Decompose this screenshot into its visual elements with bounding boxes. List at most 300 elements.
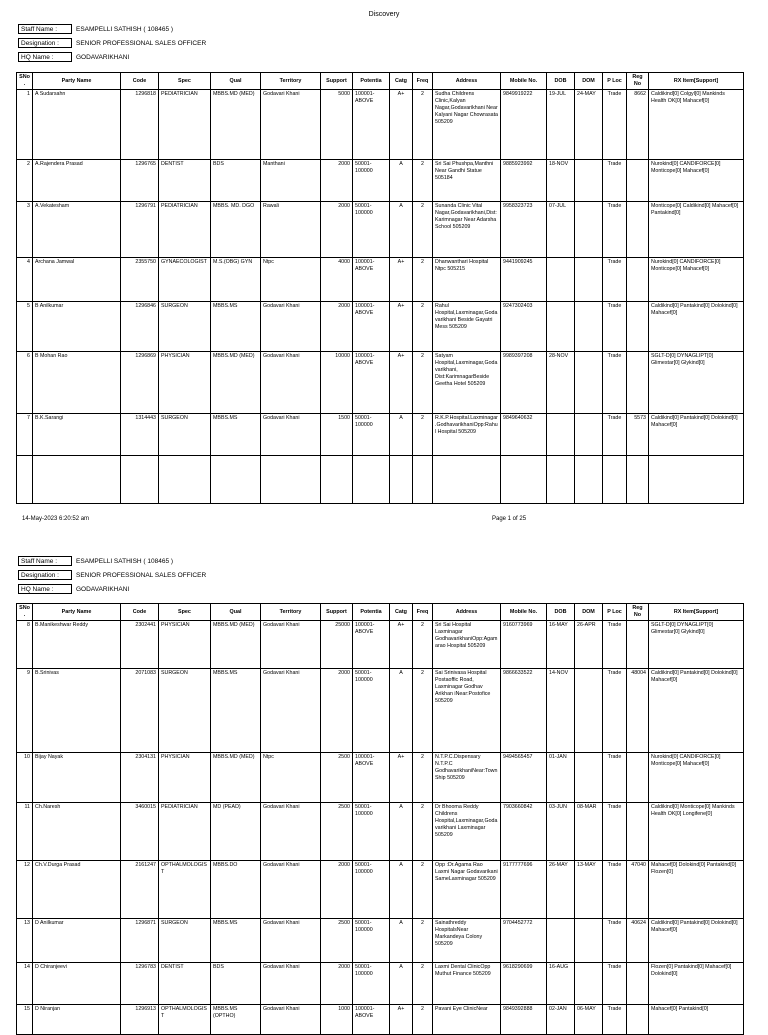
category-cell: A	[390, 669, 413, 753]
table-row	[17, 90, 744, 160]
dom-cell	[575, 963, 603, 1005]
qual-cell: MBBS.MD (MED)	[211, 90, 261, 160]
mobile-cell: 9849919222	[501, 90, 547, 160]
rx-item-cell: Nurokind[0] CANDIFORCE[0] Monticope[0] Mahacef[0]	[649, 753, 744, 803]
place-location-cell: Trade	[603, 669, 627, 753]
qual-cell: MBBS.MD (MED)	[211, 753, 261, 803]
mobile-cell: 9849392888	[501, 1005, 547, 1035]
dob-cell: 02-JAN	[547, 1005, 575, 1035]
frequency-cell: 2	[413, 861, 433, 919]
rx-item-cell: SGLT-D[0] DYNAGLIPT[0] Glimestar[0] Glykind[0]	[649, 352, 744, 414]
qual-cell: MBBS.MS	[211, 669, 261, 753]
code-cell: 1296818	[121, 90, 159, 160]
column-header: Territory	[261, 73, 321, 90]
place-location-cell: Trade	[603, 861, 627, 919]
empty-cell	[121, 456, 159, 504]
column-header: P Loc	[603, 604, 627, 621]
column-header: Reg No	[627, 604, 649, 621]
frequency-cell: 2	[413, 258, 433, 302]
empty-cell	[321, 456, 353, 504]
column-header: Mobile No.	[501, 604, 547, 621]
table-row	[17, 414, 744, 456]
empty-cell	[390, 456, 413, 504]
qual-cell: MD (PEAD)	[211, 803, 261, 861]
spec-cell: SURGEON	[159, 414, 211, 456]
column-header: SNo.	[17, 604, 33, 621]
support-cell: 2000	[321, 202, 353, 258]
support-cell: 2500	[321, 919, 353, 963]
rx-item-cell: Caldikind[0] Colgyl[0] Mankinds Health OK[0] Mahacef[0]	[649, 90, 744, 160]
column-header: Freq	[413, 73, 433, 90]
category-cell: A	[390, 963, 413, 1005]
code-cell: 3460015	[121, 803, 159, 861]
territory-cell: Godavari Khani	[261, 414, 321, 456]
reg-no-cell	[627, 803, 649, 861]
table-row	[17, 963, 744, 1005]
category-cell: A	[390, 414, 413, 456]
frequency-cell: 2	[413, 414, 433, 456]
hq-name-row-2	[18, 584, 129, 594]
code-cell: 1296846	[121, 302, 159, 352]
empty-cell	[575, 456, 603, 504]
table-row	[17, 258, 744, 302]
column-header: RX Item[Support]	[649, 73, 744, 90]
rx-item-cell: Caldikind[0] Pantakind[0] Dolokind[0] Mahacef[0]	[649, 669, 744, 753]
mobile-cell: 9618290699	[501, 963, 547, 1005]
dom-cell	[575, 919, 603, 963]
column-header: Mobile No.	[501, 73, 547, 90]
party-name-cell: A.Rajendera Prasad	[33, 160, 121, 202]
potential-cell: 100001-ABOVE	[353, 90, 390, 160]
dob-cell: 07-JUL	[547, 202, 575, 258]
column-header: Party Name	[33, 73, 121, 90]
qual-cell: MBBS.DO	[211, 861, 261, 919]
dob-cell: 19-JUL	[547, 90, 575, 160]
dob-cell: 01-JAN	[547, 753, 575, 803]
column-header: P Loc	[603, 73, 627, 90]
territory-cell: Godavari Khani	[261, 669, 321, 753]
table-row	[17, 753, 744, 803]
rx-item-cell: Nurokind[0] CANDIFORCE[0] Monticope[0] Mahacef[0]	[649, 258, 744, 302]
designation-label: Designation :	[18, 570, 72, 580]
mobile-cell: 9849640632	[501, 414, 547, 456]
dom-cell	[575, 160, 603, 202]
potential-cell: 50001-100000	[353, 861, 390, 919]
hq-name-label: HQ Name :	[18, 584, 72, 594]
support-cell: 4000	[321, 258, 353, 302]
frequency-cell: 2	[413, 803, 433, 861]
territory-cell: Godavari Khani	[261, 352, 321, 414]
territory-cell: Godavari Khani	[261, 919, 321, 963]
party-name-cell: Bijay Nayak	[33, 753, 121, 803]
territory-cell: Rawali	[261, 202, 321, 258]
footer-timestamp: 14-May-2023 6:20:52 am	[22, 516, 90, 522]
reg-no-cell	[627, 963, 649, 1005]
dob-cell	[547, 919, 575, 963]
frequency-cell: 2	[413, 202, 433, 258]
dob-cell: 03-JUN	[547, 803, 575, 861]
table-row	[17, 803, 744, 861]
code-cell: 1296913	[121, 1005, 159, 1035]
table-row	[17, 352, 744, 414]
frequency-cell: 2	[413, 90, 433, 160]
column-header: Qual	[211, 73, 261, 90]
party-name-cell: B Mohan Rao	[33, 352, 121, 414]
code-cell: 1296765	[121, 160, 159, 202]
table-row	[17, 919, 744, 963]
frequency-cell: 2	[413, 621, 433, 669]
support-cell: 1500	[321, 414, 353, 456]
column-header: Potentia	[353, 604, 390, 621]
qual-cell: MBBS.MS	[211, 919, 261, 963]
code-cell: 2071083	[121, 669, 159, 753]
dom-cell: 08-MAR	[575, 803, 603, 861]
reg-no-cell: 47040	[627, 861, 649, 919]
dom-cell	[575, 352, 603, 414]
column-header: Catg	[390, 73, 413, 90]
category-cell: A	[390, 861, 413, 919]
column-header: Address	[433, 604, 501, 621]
rx-item-cell: Caldikind[0] Pantakind[0] Dolokind[0] Mahacef[0]	[649, 302, 744, 352]
column-header: Spec	[159, 73, 211, 90]
potential-cell: 100001-ABOVE	[353, 352, 390, 414]
empty-cell	[353, 456, 390, 504]
frequency-cell: 2	[413, 753, 433, 803]
support-cell: 2000	[321, 963, 353, 1005]
category-cell: A	[390, 803, 413, 861]
frequency-cell: 2	[413, 160, 433, 202]
dob-cell	[547, 258, 575, 302]
category-cell: A+	[390, 302, 413, 352]
column-header: Party Name	[33, 604, 121, 621]
table-row	[17, 621, 744, 669]
dob-cell	[547, 302, 575, 352]
empty-cell	[501, 456, 547, 504]
code-cell: 2302441	[121, 621, 159, 669]
support-cell: 5000	[321, 90, 353, 160]
place-location-cell: Trade	[603, 352, 627, 414]
sno-cell: 9	[17, 669, 33, 753]
table-row	[17, 669, 744, 753]
address-cell: Sunanda Clinic Vital Nagar,Godavarikhani,Dist:Karimnagar Near Adarsha School 505209	[433, 202, 501, 258]
qual-cell: MBBS. MD. DGO	[211, 202, 261, 258]
dom-cell	[575, 669, 603, 753]
dom-cell: 13-MAY	[575, 861, 603, 919]
mobile-cell: 9441909245	[501, 258, 547, 302]
category-cell: A+	[390, 352, 413, 414]
sno-cell: 1	[17, 90, 33, 160]
frequency-cell: 2	[413, 669, 433, 753]
potential-cell: 50001-100000	[353, 963, 390, 1005]
sno-cell: 4	[17, 258, 33, 302]
staff-name-label: Staff Name :	[18, 24, 72, 34]
category-cell: A	[390, 202, 413, 258]
rx-item-cell: Monticope[0] Caldikind[0] Mahacef[0] Pantakind[0]	[649, 202, 744, 258]
rx-item-cell: Mahacef[0] Dolokind[0] Pantakind[0] Flozen[0]	[649, 861, 744, 919]
empty-cell	[33, 456, 121, 504]
dom-cell: 06-MAY	[575, 1005, 603, 1035]
place-location-cell: Trade	[603, 753, 627, 803]
category-cell: A+	[390, 90, 413, 160]
party-name-cell: D Chiranjeevi	[33, 963, 121, 1005]
place-location-cell: Trade	[603, 160, 627, 202]
code-cell: 2304131	[121, 753, 159, 803]
qual-cell: BDS	[211, 963, 261, 1005]
place-location-cell: Trade	[603, 258, 627, 302]
frequency-cell: 2	[413, 919, 433, 963]
table-row	[17, 861, 744, 919]
mobile-cell: 9247302403	[501, 302, 547, 352]
column-header: Support	[321, 604, 353, 621]
place-location-cell: Trade	[603, 963, 627, 1005]
code-cell: 1296791	[121, 202, 159, 258]
reg-no-cell: 40624	[627, 919, 649, 963]
column-header: DOM	[575, 604, 603, 621]
place-location-cell: Trade	[603, 302, 627, 352]
mobile-cell: 9704452772	[501, 919, 547, 963]
rx-item-cell: Nurokind[0] CANDIFORCE[0] Monticope[0] Mahacef[0]	[649, 160, 744, 202]
dom-cell	[575, 753, 603, 803]
column-header: Reg No	[627, 73, 649, 90]
rx-item-cell: Caldikind[0] Pantakind[0] Dolokind[0] Mahacef[0]	[649, 414, 744, 456]
address-cell: Pavani Eye ClinicNear	[433, 1005, 501, 1035]
reg-no-cell: 5573	[627, 414, 649, 456]
empty-cell	[413, 456, 433, 504]
potential-cell: 50001-100000	[353, 202, 390, 258]
territory-cell: Godavari Khani	[261, 1005, 321, 1035]
spec-cell: DENTIST	[159, 963, 211, 1005]
support-cell: 2000	[321, 160, 353, 202]
support-cell: 25000	[321, 621, 353, 669]
rx-item-cell: Caldikind[0] Monticope[0] Mankinds Health OK[0] Longifene[0]	[649, 803, 744, 861]
party-name-cell: Ch.V.Durga Prasad	[33, 861, 121, 919]
address-cell: Sri Sai Phushpa,Manthni Near Gandhi Statue 505184	[433, 160, 501, 202]
designation-row	[18, 38, 206, 48]
table-header-row	[17, 73, 744, 90]
support-cell: 2000	[321, 669, 353, 753]
designation-value: SENIOR PROFESSIONAL SALES OFFICER	[76, 39, 207, 47]
dom-cell: 24-MAY	[575, 90, 603, 160]
column-header: Qual	[211, 604, 261, 621]
dom-cell	[575, 302, 603, 352]
sno-cell: 3	[17, 202, 33, 258]
table-row	[17, 302, 744, 352]
territory-cell: Manthani	[261, 160, 321, 202]
address-cell: R.K.P.Hospital.Laxminagar.GodhavarikhaniOpp:Rahul Hospital 505209	[433, 414, 501, 456]
place-location-cell: Trade	[603, 90, 627, 160]
place-location-cell: Trade	[603, 803, 627, 861]
category-cell: A	[390, 160, 413, 202]
territory-cell: Godavari Khani	[261, 803, 321, 861]
place-location-cell: Trade	[603, 414, 627, 456]
party-name-cell: B.Srinivas	[33, 669, 121, 753]
sno-cell: 15	[17, 1005, 33, 1035]
address-cell: Sai Srinivasa Hospital Postaoffic Road, Laxminagar Godhav Arikhan iNear:Postofice 505209	[433, 669, 501, 753]
place-location-cell: Trade	[603, 919, 627, 963]
code-cell: 1296871	[121, 919, 159, 963]
designation-row-2	[18, 570, 206, 580]
potential-cell: 50001-100000	[353, 669, 390, 753]
dob-cell: 16-MAY	[547, 621, 575, 669]
place-location-cell: Trade	[603, 621, 627, 669]
hq-name-value: GODAVARIKHANI	[76, 53, 130, 61]
sno-cell: 10	[17, 753, 33, 803]
address-cell: Sri Sai Hospital Laxminagar GodhavarikhaniOpp:Agamarao Hospital 505209	[433, 621, 501, 669]
reg-no-cell	[627, 1005, 649, 1035]
category-cell: A+	[390, 1005, 413, 1035]
qual-cell: MBBS.MD (MED)	[211, 621, 261, 669]
spec-cell: SURGEON	[159, 302, 211, 352]
potential-cell: 100001-ABOVE	[353, 1005, 390, 1035]
frequency-cell: 2	[413, 302, 433, 352]
frequency-cell: 2	[413, 352, 433, 414]
mobile-cell: 7903660842	[501, 803, 547, 861]
mobile-cell: 9885923992	[501, 160, 547, 202]
sno-cell: 13	[17, 919, 33, 963]
sno-cell: 6	[17, 352, 33, 414]
potential-cell: 100001-ABOVE	[353, 621, 390, 669]
hq-name-label: HQ Name :	[18, 52, 72, 62]
qual-cell: MBBS.MS	[211, 414, 261, 456]
reg-no-cell	[627, 352, 649, 414]
territory-cell: Godavari Khani	[261, 621, 321, 669]
spec-cell: GYNAECOLOGIST	[159, 258, 211, 302]
empty-cell	[433, 456, 501, 504]
column-header: Code	[121, 73, 159, 90]
potential-cell: 50001-100000	[353, 414, 390, 456]
sno-cell: 11	[17, 803, 33, 861]
rx-item-cell: SGLT-D[0] DYNAGLIPT[0] Glimestar[0] Glykind[0]	[649, 621, 744, 669]
hq-name-value: GODAVARIKHANI	[76, 585, 130, 593]
category-cell: A+	[390, 258, 413, 302]
mobile-cell: 9494565457	[501, 753, 547, 803]
spec-cell: PEDIATRICIAN	[159, 202, 211, 258]
staff-name-label: Staff Name :	[18, 556, 72, 566]
reg-no-cell	[627, 258, 649, 302]
reg-no-cell: 48004	[627, 669, 649, 753]
reg-no-cell	[627, 160, 649, 202]
dob-cell	[547, 414, 575, 456]
party-name-cell: B.Manikeshwar Reddy	[33, 621, 121, 669]
staff-name-value: ESAMPELLI SATHISH ( 108465 )	[76, 25, 174, 33]
support-cell: 2000	[321, 861, 353, 919]
support-cell: 10000	[321, 352, 353, 414]
spec-cell: DENTIST	[159, 160, 211, 202]
party-name-cell: D Anilkumar	[33, 919, 121, 963]
address-cell: Sainathreddy HospitalsNear Markandeya Colony 505209	[433, 919, 501, 963]
territory-cell: Ntpc	[261, 258, 321, 302]
potential-cell: 100001-ABOVE	[353, 302, 390, 352]
spec-cell: PHYSICIAN	[159, 753, 211, 803]
spec-cell: PHYSICIAN	[159, 621, 211, 669]
qual-cell: MBBS.MS (OPTHO)	[211, 1005, 261, 1035]
dom-cell	[575, 258, 603, 302]
frequency-cell: 2	[413, 1005, 433, 1035]
table-row	[17, 1005, 744, 1035]
spec-cell: PEDIATRICIAN	[159, 803, 211, 861]
party-name-cell: B Anilkumar	[33, 302, 121, 352]
address-cell: Laxmi Dental ClinicOpp Muthut Finance 505209	[433, 963, 501, 1005]
potential-cell: 50001-100000	[353, 160, 390, 202]
column-header: Freq	[413, 604, 433, 621]
place-location-cell: Trade	[603, 202, 627, 258]
column-header: Support	[321, 73, 353, 90]
address-cell: N.T.P.C.Dispensary N.T.P.C GodhavarikhaniNear:Town Ship 505209	[433, 753, 501, 803]
sno-cell: 12	[17, 861, 33, 919]
table-row	[17, 160, 744, 202]
potential-cell: 100001-ABOVE	[353, 258, 390, 302]
empty-cell	[159, 456, 211, 504]
support-cell: 2500	[321, 803, 353, 861]
code-cell: 1314443	[121, 414, 159, 456]
reg-no-cell	[627, 753, 649, 803]
column-header: Territory	[261, 604, 321, 621]
column-header: Potentia	[353, 73, 390, 90]
designation-label: Designation :	[18, 38, 72, 48]
dom-cell	[575, 202, 603, 258]
qual-cell: MBBS.MD (MED)	[211, 352, 261, 414]
reg-no-cell	[627, 621, 649, 669]
support-cell: 2500	[321, 753, 353, 803]
staff-name-row-2	[18, 556, 173, 566]
table-header-row	[17, 604, 744, 621]
category-cell: A+	[390, 753, 413, 803]
empty-cell	[603, 456, 627, 504]
column-header: Address	[433, 73, 501, 90]
category-cell: A	[390, 919, 413, 963]
mobile-cell: 9989397208	[501, 352, 547, 414]
sno-cell: 7	[17, 414, 33, 456]
staff-name-value: ESAMPELLI SATHISH ( 108465 )	[76, 557, 174, 565]
empty-cell	[261, 456, 321, 504]
potential-cell: 50001-100000	[353, 919, 390, 963]
column-header: Code	[121, 604, 159, 621]
category-cell: A+	[390, 621, 413, 669]
column-header: RX Item[Support]	[649, 604, 744, 621]
mobile-cell: 9866633522	[501, 669, 547, 753]
doctor-table-page-2	[16, 603, 744, 1035]
qual-cell: BDS	[211, 160, 261, 202]
territory-cell: Ntpc	[261, 753, 321, 803]
staff-name-row	[18, 24, 173, 34]
hq-name-row	[18, 52, 129, 62]
code-cell: 1296869	[121, 352, 159, 414]
address-cell: Satyam Hospital,Laxminagar,Godavarikhani, Dist:KarimnagarBeside Geetha Hotel 505209	[433, 352, 501, 414]
column-header: DOB	[547, 73, 575, 90]
document-title: Discovery	[368, 11, 400, 18]
spec-cell: OPTHALMOLOGIST	[159, 1005, 211, 1035]
address-cell: Dr Bhooma Reddy Childrens Hospital,Laxminagar,Godavarikhani Laxminagar 505209	[433, 803, 501, 861]
reg-no-cell	[627, 302, 649, 352]
dom-cell: 26-APR	[575, 621, 603, 669]
place-location-cell: Trade	[603, 1005, 627, 1035]
territory-cell: Godavari Khani	[261, 861, 321, 919]
dob-cell: 14-NOV	[547, 669, 575, 753]
dob-cell: 26-MAY	[547, 861, 575, 919]
party-name-cell: B.K.Sarangi	[33, 414, 121, 456]
empty-cell	[627, 456, 649, 504]
designation-value: SENIOR PROFESSIONAL SALES OFFICER	[76, 571, 207, 579]
rx-item-cell: Mahacef[0] Pantakind[0]	[649, 1005, 744, 1035]
rx-item-cell: Caldikind[0] Pantakind[0] Dolokind[0] Mahacef[0]	[649, 919, 744, 963]
column-header: DOB	[547, 604, 575, 621]
dob-cell: 28-NOV	[547, 352, 575, 414]
spec-cell: OPTHALMOLOGIST	[159, 861, 211, 919]
doctor-table-page-1	[16, 72, 744, 504]
qual-cell: M.S.(OBG) GYN	[211, 258, 261, 302]
reg-no-cell: 8662	[627, 90, 649, 160]
dom-cell	[575, 414, 603, 456]
